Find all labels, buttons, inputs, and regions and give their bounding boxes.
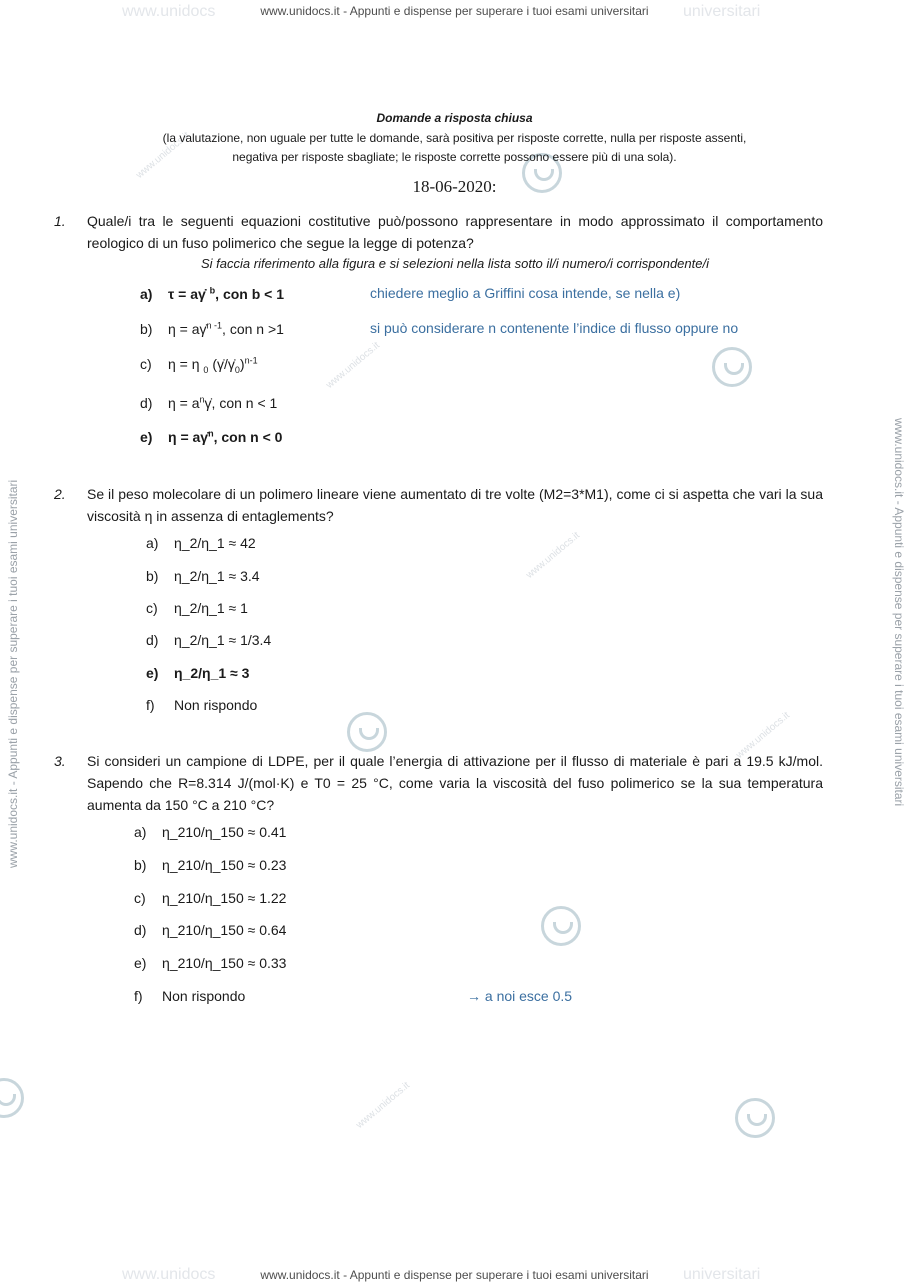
option-text: η_2/η_1 ≈ 1/3.4 [174,632,272,648]
unidocs-logo-icon [0,1078,24,1118]
option-label: d) [140,394,153,411]
option-label: d) [134,922,147,938]
watermark-diag: www.unidocs.it [324,340,382,391]
option-text: η = η $_0$ $(\gammȧ/\gammȧ_0)^{n-1}$ [168,355,258,375]
option-text: η_2/η_1 ≈ 42 [174,535,256,551]
option-text: η = aγ̇$^{n -1}$, con n >1 [168,320,284,337]
option-label: c) [140,355,152,372]
question-text: Se il peso molecolare di un polimero lineare viene aumentato di tre volte (M2=3*M1), come ci si aspetta che vari la sua viscosità η in assenza di entaglements? [87,486,823,524]
unidocs-logo-icon [712,347,752,387]
option-label: e) [140,428,153,445]
option-text: τ = aγ̇ $^b$, con b < 1 [168,285,285,302]
watermark-ghost-right: universitari [683,3,761,20]
watermark-diag: www.unidocs.it [134,130,192,181]
option-label: c) [134,890,146,906]
question-number: 2. [54,486,66,502]
watermark-bottom: www.unidocs.it - Appunti e dispense per superare i tuoi esami universitari [260,1268,649,1282]
option-label: a) [146,535,159,551]
unidocs-logo-icon [735,1098,775,1138]
option-text: η_210/η_150 ≈ 0.41 [162,824,287,840]
option-label: d) [146,632,159,648]
section-title: Domande a risposta chiusa [376,111,533,125]
option-text: η = aγ̇$^n$, con n < 0 [168,428,283,445]
option-text: η_2/η_1 ≈ 3 [174,665,250,681]
question-hint: Si faccia riferimento alla figura e si selezioni nella lista sotto il/i numero/i corrispondente/i [201,256,709,271]
option-text: η_2/η_1 ≈ 3.4 [174,568,260,584]
q2-option-c [146,600,248,616]
watermark-side-left: www.unidocs.it - Appunti e dispense per superare i tuoi esami universitari [6,479,20,868]
q2-option-a [146,535,256,551]
watermark-diag: www.unidocs.it [524,530,582,581]
watermark-ghost-bottom-left: www.unidocs [122,1266,216,1283]
option-label: f) [134,988,143,1004]
option-label: e) [134,955,147,971]
q3-note-f: → a noi esce 0.5 [467,988,573,1004]
instructions-line-2: negativa per risposte sbagliate; le risposte corrette possono essere più di una sola). [232,150,677,164]
unidocs-logo-icon [541,906,581,946]
option-label: e) [146,665,159,681]
q1-option-e [140,428,282,445]
question-text: Si consideri un campione di LDPE, per il quale l’energia di attivazione per il flusso di materiale è pari a 19.5 kJ/mol. Sapendo che R=8.314 J/(mol·K) e T0 = 25 °C, come varia la viscosità del fuso polimerico se la sua temperatura aumenta da 150 °C a 210 °C? [87,753,823,813]
q2-option-f [146,697,257,713]
q1-note-a: chiedere meglio a Griffini cosa intende, se nella e) [370,285,681,301]
watermark-ghost-bottom-right: universitari [683,1266,761,1283]
option-label: a) [140,285,153,302]
option-label: b) [134,857,147,873]
option-text: η_2/η_1 ≈ 1 [174,600,248,616]
q3-option-b [134,857,286,873]
question-text: Quale/i tra le seguenti equazioni costitutive può/possono rappresentare in modo approssimato il comportamento reologico di un fuso polimerico che segue la legge di potenza? [87,213,823,251]
option-label: c) [146,600,158,616]
watermark-ghost-left: www.unidocs [122,3,216,20]
watermark-diag: www.unidocs.it [734,710,792,761]
question-number: 3. [54,753,66,769]
option-text: η_210/η_150 ≈ 0.64 [162,922,287,938]
option-text: $\eta = a^n\gammȧ$, con n < 1 [168,394,278,411]
q3-option-f [134,988,245,1004]
option-text: η_210/η_150 ≈ 0.33 [162,955,287,971]
q1-option-d [140,394,277,411]
exam-date: 18-06-2020: [412,177,497,196]
option-label: b) [140,320,153,337]
question-number: 1. [54,213,66,229]
q1-option-c [140,355,258,374]
q1-note-b: si può considerare n contenente l’indice di flusso oppure no [370,320,739,336]
option-label: f) [146,697,155,713]
q2-option-e [146,665,249,681]
option-label: a) [134,824,147,840]
option-text: η_210/η_150 ≈ 0.23 [162,857,287,873]
watermark-side-right: www.unidocs.it - Appunti e dispense per superare i tuoi esami universitari [892,418,906,807]
q2-option-b [146,568,260,584]
unidocs-logo-icon [347,712,387,752]
q1-option-a [140,285,284,302]
q3-option-e [134,955,286,971]
option-label: b) [146,568,159,584]
q3-option-c [134,890,286,906]
watermark-top: www.unidocs.it - Appunti e dispense per superare i tuoi esami universitari [260,4,649,18]
option-text: η_210/η_150 ≈ 1.22 [162,890,287,906]
option-text: Non rispondo [162,988,246,1004]
q1-option-b [140,320,284,337]
option-text: Non rispondo [174,697,258,713]
q3-option-a [134,824,286,840]
watermark-diag: www.unidocs.it [354,1080,412,1131]
q3-option-d [134,922,286,938]
q2-option-d [146,632,271,648]
instructions-line-1: (la valutazione, non uguale per tutte le domande, sarà positiva per risposte corrette, nulla per risposte assenti, [162,131,747,145]
